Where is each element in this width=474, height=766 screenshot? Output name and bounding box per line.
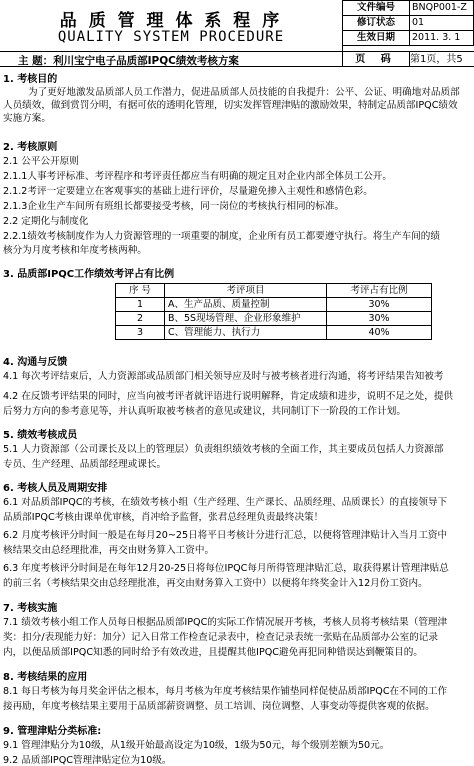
table-row — [116, 312, 432, 326]
paragraph-line: 7.1 绩效考核小组工作人员每日根据品质部IPQC的实际工作情况展开考核，考核人员将考核结果（管理津 — [3, 617, 448, 628]
paragraph-line: 2.2 定期化与制度化 — [3, 216, 89, 227]
meta-value: BNQP001-Z — [410, 1, 474, 16]
table-cell: 1 — [116, 298, 165, 312]
section-title: 6. 考核人员及周期安排 — [3, 483, 108, 494]
section-title: 8. 考核结果的应用 — [3, 672, 88, 683]
paragraph-line: 4.2 在反馈考评结果的同时，应当向被考评者就评语进行说明解释，肯定成绩和进步，说明不足之处，提供 — [3, 391, 454, 402]
meta-row-revision — [343, 16, 474, 31]
paragraph-line: 接再励，年度考核结果主要用于品质部薪资调整、员工培训、岗位调整、人事变动等提供客观的依据。 — [3, 701, 435, 712]
table-cell: C、管理能力、执行力 — [165, 326, 327, 340]
table-cell: 3 — [116, 326, 165, 340]
section-title: 2. 考核原则 — [3, 142, 58, 153]
section-title: 9. 管理津贴分类标准: — [3, 726, 102, 737]
paragraph-line: 的前三名（考核结果交由总经理批准，再交由财务算入工资中）以便将年终奖金计入12月份工资内。 — [3, 578, 428, 589]
title-chinese: 品 质 管 理 体 系 程 序 — [59, 11, 283, 31]
paragraph-line: 实施方案。 — [3, 113, 51, 124]
paragraph-line: 2.1.2考评一定要建立在客观事实的基础上进行评价，尽量避免掺入主观性和感情色彩。 — [3, 186, 373, 197]
paragraph-line: 8.1 每日考核为每月奖金评估之根本，每月考核为年度考核结果作铺垫同样促使品质部IPQC在不同的工作 — [3, 686, 448, 697]
paragraph-line: 4.1 每次考评结束后，人力资源部或品质部门相关领导应及时与被考核者进行沟通，将考评结果告知被考 — [3, 371, 444, 382]
meta-value: 2011. 3. 1 — [410, 31, 474, 46]
section-title: 7. 考核实施 — [3, 603, 58, 614]
paragraph-line: 人员绩效，做到赏罚分明，有据可依的透明化管理，切实发挥管理津贴的激励效果，特制定品质部IPQC绩效 — [3, 100, 458, 111]
title-english: QUALITY SYSTEM PROCEDURE — [57, 29, 285, 45]
paragraph-line: 2.1.3企业生产车间所有班组长都要接受考核，同一岗位的考核执行相同的标准。 — [3, 201, 345, 212]
table-row — [116, 326, 432, 340]
table-cell: B、5S现场管理、企业形象维护 — [165, 312, 327, 326]
paragraph-line: 核分为月度考核和年度考核两种。 — [3, 245, 147, 256]
table-row — [116, 298, 432, 312]
paragraph-line: 9.1 管理津贴分为10级，从1级开始最高设定为10级，1级为50元，每个级别差额为50元。 — [3, 740, 390, 751]
paragraph-line: 核结果交由总经理批准，再交由财务算入工资中。 — [3, 545, 215, 556]
table-header-row — [116, 284, 432, 298]
paragraph-line: 6.2 月度考核评分时间一般是在每月20~25日将平日考核计分进行汇总，以便将管理津贴计入当月工资中 — [3, 530, 448, 541]
paragraph-line: 9.2 品质部IPQC管理津贴定位为10级。 — [3, 755, 172, 766]
paragraph-line: 6.3 年度考核评分时间是在每年12月20-25日将每位IPQC每月所得管理津贴汇总，取获得累计管理津贴总 — [3, 563, 449, 574]
table-cell: 30% — [327, 298, 432, 312]
column-header: 考评占有比例 — [327, 284, 432, 298]
meta-row-file-no — [343, 1, 474, 16]
paragraph-line: 为了更好地激发品质部人员工作潜力，促进品质部人员技能的自我提升：公平、公证、明确地对品质部 — [28, 87, 460, 98]
section-title: 4. 沟通与反馈 — [3, 357, 68, 368]
paragraph-line: 专员、生产经理、品质部经理或课长。 — [3, 459, 167, 470]
section-title: 5. 绩效考核成员 — [3, 430, 78, 441]
document-meta-table — [342, 0, 474, 46]
meta-key: 文件编号 — [343, 1, 410, 16]
score-ratio-table — [115, 283, 432, 340]
table-cell: 40% — [327, 326, 432, 340]
table-cell: A、生产品质、质量控制 — [165, 298, 327, 312]
paragraph-line: 内，以便品质部IPQC知悉的同时给予有效改进，且提醒其他IPQC避免再犯同种错误达到鞭策目的。 — [3, 647, 423, 658]
meta-key: 生效日期 — [343, 31, 410, 46]
paragraph-line: 2.2.1绩效考核制度作为人力资源管理的一项重要的制度，企业所有员工都要遵守执行。将生产车间的绩 — [3, 231, 440, 242]
paragraph-line: 奖：扣分/表现能力好：加分）记入日常工作检查记录表中，检查记录表统一张贴在品质部办公室的记录 — [3, 632, 438, 643]
meta-key: 修订状态 — [343, 16, 410, 31]
section-title: 1. 考核目的 — [3, 74, 58, 85]
page-label: 页 码 — [342, 52, 410, 67]
paragraph-line: 后努力方向的参考意见等，并认真听取被考核者的意见或建议，共同制订下一阶段的工作计划。 — [3, 406, 406, 417]
column-header: 序 号 — [116, 284, 165, 298]
document-header — [0, 0, 474, 67]
table-cell: 2 — [116, 312, 165, 326]
section-title: 3. 品质部IPQC工作绩效考评占有比例 — [3, 269, 175, 280]
table-cell: 30% — [327, 312, 432, 326]
paragraph-line: 2.1 公平公开原则 — [3, 156, 79, 167]
paragraph-line: 品质部IPQC考核由课单优审核，肖冲给予监督，张君总经理负责最终决策！ — [3, 512, 324, 523]
paragraph-line: 2.1.1人事考评标准、考评程序和考评责任都应当有明确的规定且对企业内部全体员工公开。 — [3, 171, 392, 182]
meta-value: 01 — [410, 16, 474, 31]
paragraph-line: 6.1 对品质部IPQC的考核，在绩效考核小组（生产经理、生产课长、品质经理、品质课长）的直接领导下 — [3, 497, 448, 508]
meta-row-effective-date — [343, 31, 474, 46]
column-header: 考评项目 — [165, 284, 327, 298]
subject-row — [0, 51, 474, 67]
paragraph-line: 5.1 人力资源部（公司课长及以上的管理层）负责组织绩效考核的全面工作，其主要成员包括人力资源部 — [3, 444, 444, 455]
page-value: 第1页，共5 — [410, 54, 463, 65]
subject-text: 主 题：利川宝宁电子品质部IPQC绩效考核方案 — [18, 55, 239, 67]
